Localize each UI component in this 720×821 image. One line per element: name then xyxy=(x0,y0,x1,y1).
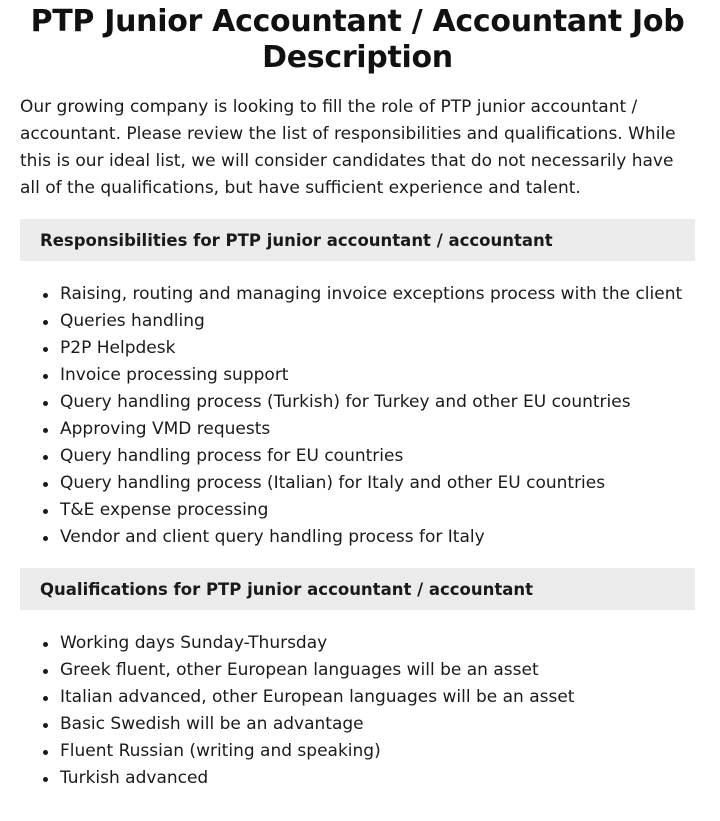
list-item: Greek fluent, other European languages will be an asset xyxy=(60,657,695,684)
list-item: Basic Swedish will be an advantage xyxy=(60,711,695,738)
job-description-page xyxy=(0,4,720,792)
list-item: Queries handling xyxy=(60,308,695,335)
list-item: Fluent Russian (writing and speaking) xyxy=(60,738,695,765)
list-item: Query handling process (Turkish) for Turkey and other EU countries xyxy=(60,389,695,416)
intro-paragraph: Our growing company is looking to fill the role of PTP junior accountant / accountant. Please review the list of responsibilities and qualifications. While this is our ideal list, we will consider candidates that do not necessarily have all of the qualifications, but have sufficient experience and talent. xyxy=(20,97,676,198)
responsibilities-list xyxy=(20,281,695,551)
list-item: Raising, routing and managing invoice exceptions process with the client xyxy=(60,281,695,308)
responsibilities-heading: Responsibilities for PTP junior accountant / accountant xyxy=(20,219,695,261)
list-item: Invoice processing support xyxy=(60,362,695,389)
list-item: Vendor and client query handling process for Italy xyxy=(60,524,695,551)
list-item: Query handling process for EU countries xyxy=(60,443,695,470)
list-item: P2P Helpdesk xyxy=(60,335,695,362)
list-item: Approving VMD requests xyxy=(60,416,695,443)
qualifications-list xyxy=(20,630,695,792)
list-item: Working days Sunday-Thursday xyxy=(60,630,695,657)
list-item: T&E expense processing xyxy=(60,497,695,524)
list-item: Query handling process (Italian) for Italy and other EU countries xyxy=(60,470,695,497)
qualifications-heading: Qualifications for PTP junior accountant / accountant xyxy=(20,568,695,610)
list-item: Turkish advanced xyxy=(60,765,695,792)
page-title: PTP Junior Accountant / Accountant Job Description xyxy=(30,4,685,75)
list-item: Italian advanced, other European languages will be an asset xyxy=(60,684,695,711)
